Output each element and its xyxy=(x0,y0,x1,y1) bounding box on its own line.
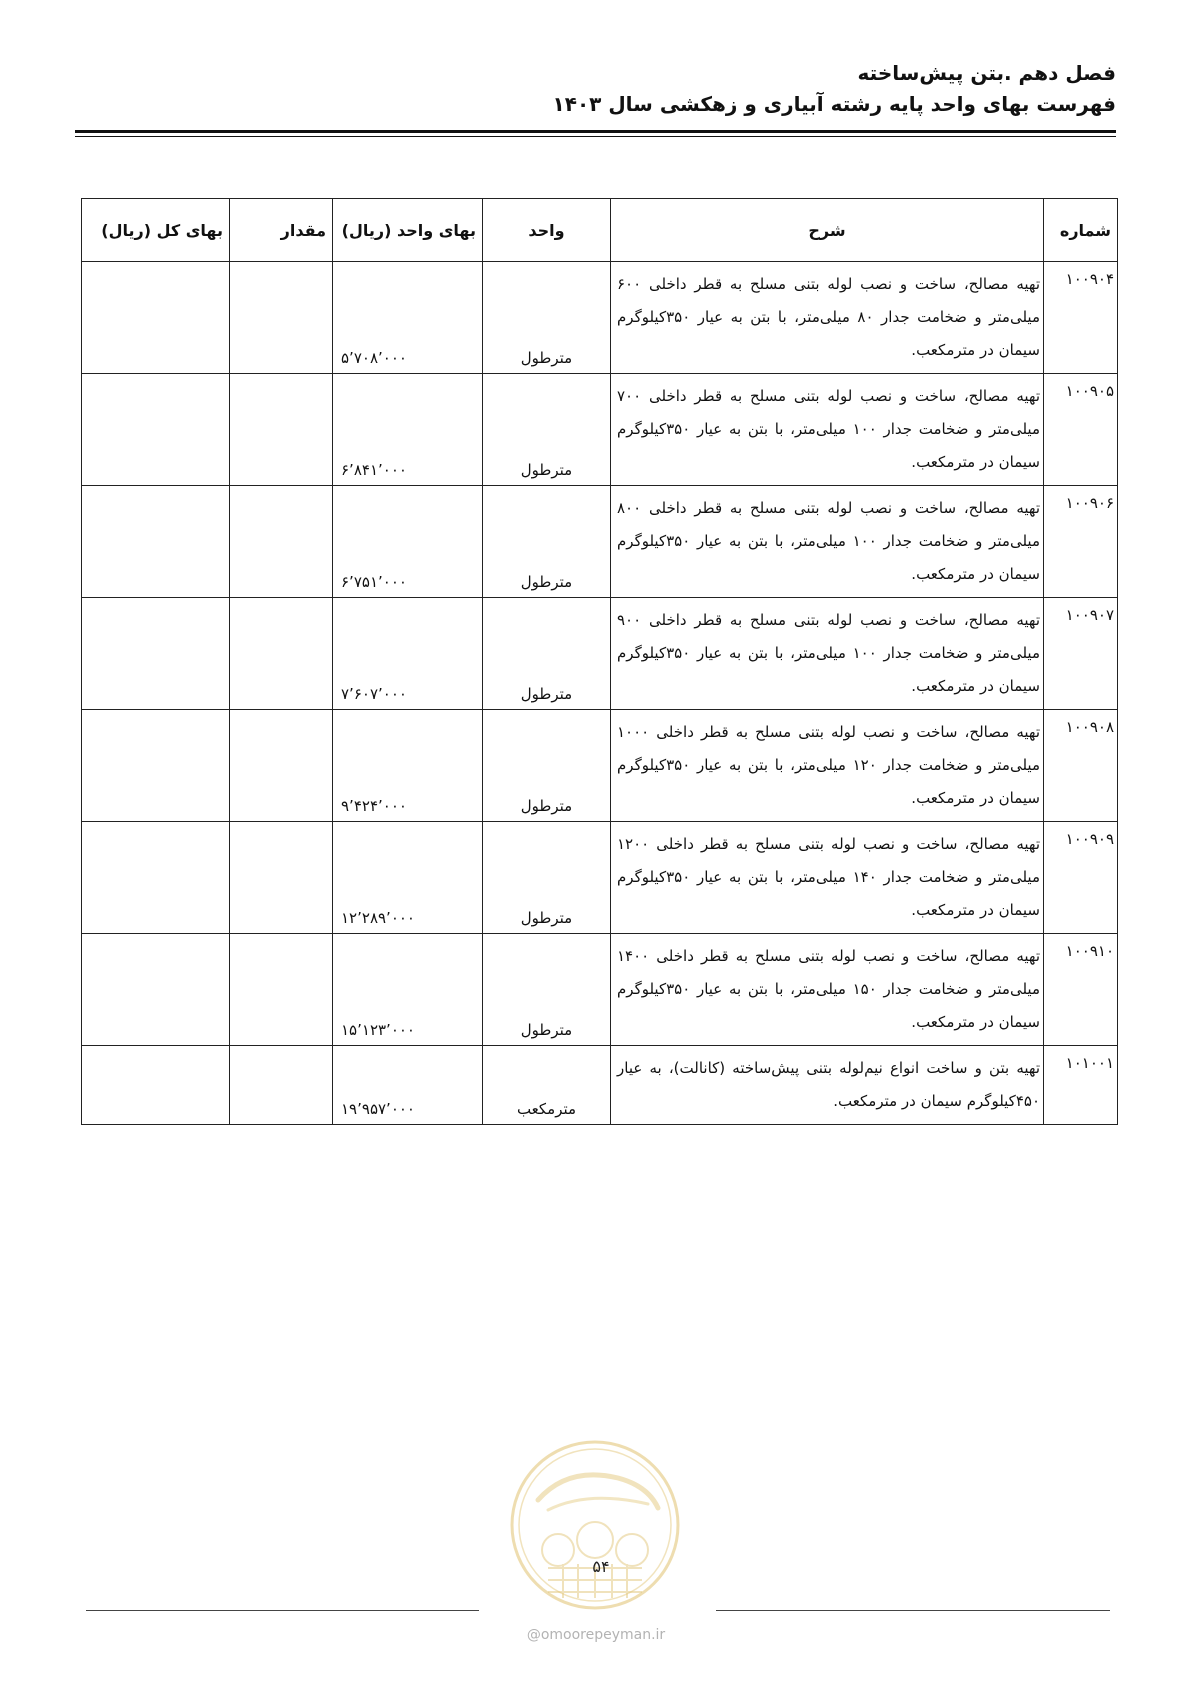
item-total-price xyxy=(82,1046,230,1125)
item-number: ۱۰۱۰۰۱ xyxy=(1044,1046,1118,1125)
item-unit-price: ۱۵٬۱۲۳٬۰۰۰ xyxy=(333,934,483,1046)
table-row xyxy=(82,822,1118,934)
item-number: ۱۰۰۹۰۷ xyxy=(1044,598,1118,710)
seal-logo-icon xyxy=(508,1438,682,1612)
header-total-price: بهای کل (ریال) xyxy=(82,199,230,262)
footer-divider-right xyxy=(716,1610,1110,1611)
item-quantity xyxy=(230,374,333,486)
item-quantity xyxy=(230,486,333,598)
item-total-price xyxy=(82,822,230,934)
item-number: ۱۰۰۹۰۹ xyxy=(1044,822,1118,934)
table-row xyxy=(82,262,1118,374)
item-unit: مترطول xyxy=(483,934,611,1046)
item-unit-price: ۹٬۴۲۴٬۰۰۰ xyxy=(333,710,483,822)
item-description: تهیه مصالح، ساخت و نصب لوله بتنی مسلح به قطر داخلی ۱۴۰۰ میلی‌متر و ضخامت جدار ۱۵۰ میلی‌متر، با بتن به عیار ۳۵۰کیلوگرم سیمان در مترمکعب. xyxy=(611,934,1044,1046)
item-unit: مترطول xyxy=(483,262,611,374)
item-unit: مترطول xyxy=(483,486,611,598)
header-divider-thin xyxy=(75,136,1116,137)
item-description: تهیه مصالح، ساخت و نصب لوله بتنی مسلح به قطر داخلی ۸۰۰ میلی‌متر و ضخامت جدار ۱۰۰ میلی‌متر، با بتن به عیار ۳۵۰کیلوگرم سیمان در مترمکعب. xyxy=(611,486,1044,598)
header-unit: واحد xyxy=(483,199,611,262)
item-total-price xyxy=(82,486,230,598)
header-unit-price: بهای واحد (ریال) xyxy=(333,199,483,262)
item-description: تهیه مصالح، ساخت و نصب لوله بتنی مسلح به قطر داخلی ۷۰۰ میلی‌متر و ضخامت جدار ۱۰۰ میلی‌متر، با بتن به عیار ۳۵۰کیلوگرم سیمان در مترمکعب. xyxy=(611,374,1044,486)
header-number: شماره xyxy=(1044,199,1118,262)
item-unit-price: ۶٬۸۴۱٬۰۰۰ xyxy=(333,374,483,486)
item-total-price xyxy=(82,598,230,710)
item-quantity xyxy=(230,934,333,1046)
item-number: ۱۰۰۹۰۴ xyxy=(1044,262,1118,374)
item-total-price xyxy=(82,710,230,822)
item-quantity xyxy=(230,822,333,934)
page-number: ۵۴ xyxy=(592,1557,610,1576)
item-unit-price: ۶٬۷۵۱٬۰۰۰ xyxy=(333,486,483,598)
item-unit: مترطول xyxy=(483,822,611,934)
item-description: تهیه مصالح، ساخت و نصب لوله بتنی مسلح به قطر داخلی ۱۰۰۰ میلی‌متر و ضخامت جدار ۱۲۰ میلی‌متر، با بتن به عیار ۳۵۰کیلوگرم سیمان در مترمکعب. xyxy=(611,710,1044,822)
item-number: ۱۰۰۹۱۰ xyxy=(1044,934,1118,1046)
item-unit: مترطول xyxy=(483,598,611,710)
header-divider-thick xyxy=(75,130,1116,133)
item-unit-price: ۱۹٬۹۵۷٬۰۰۰ xyxy=(333,1046,483,1125)
watermark-text: @omoorepeyman.ir xyxy=(526,1627,666,1643)
footer-divider-left xyxy=(86,1610,479,1611)
item-total-price xyxy=(82,374,230,486)
table-row xyxy=(82,374,1118,486)
table-row xyxy=(82,934,1118,1046)
item-unit: مترطول xyxy=(483,710,611,822)
item-unit-price: ۵٬۷۰۸٬۰۰۰ xyxy=(333,262,483,374)
item-unit-price: ۷٬۶۰۷٬۰۰۰ xyxy=(333,598,483,710)
item-total-price xyxy=(82,934,230,1046)
item-number: ۱۰۰۹۰۵ xyxy=(1044,374,1118,486)
item-unit: مترمکعب xyxy=(483,1046,611,1125)
chapter-title: فصل دهم .بتن پیش‌ساخته xyxy=(857,61,1116,85)
item-quantity xyxy=(230,262,333,374)
item-quantity xyxy=(230,1046,333,1125)
item-number: ۱۰۰۹۰۶ xyxy=(1044,486,1118,598)
item-total-price xyxy=(82,262,230,374)
price-table xyxy=(81,198,1118,1125)
header-quantity: مقدار xyxy=(230,199,333,262)
table-row xyxy=(82,486,1118,598)
item-description: تهیه مصالح، ساخت و نصب لوله بتنی مسلح به قطر داخلی ۱۲۰۰ میلی‌متر و ضخامت جدار ۱۴۰ میلی‌متر، با بتن به عیار ۳۵۰کیلوگرم سیمان در مترمکعب. xyxy=(611,822,1044,934)
page-header xyxy=(66,58,1116,120)
item-unit: مترطول xyxy=(483,374,611,486)
item-quantity xyxy=(230,710,333,822)
table-row xyxy=(82,710,1118,822)
item-quantity xyxy=(230,598,333,710)
item-description: تهیه مصالح، ساخت و نصب لوله بتنی مسلح به قطر داخلی ۶۰۰ میلی‌متر و ضخامت جدار ۸۰ میلی‌متر، با بتن به عیار ۳۵۰کیلوگرم سیمان در مترمکعب. xyxy=(611,262,1044,374)
table-row xyxy=(82,598,1118,710)
item-description: تهیه مصالح، ساخت و نصب لوله بتنی مسلح به قطر داخلی ۹۰۰ میلی‌متر و ضخامت جدار ۱۰۰ میلی‌متر، با بتن به عیار ۳۵۰کیلوگرم سیمان در مترمکعب. xyxy=(611,598,1044,710)
table-header-row xyxy=(82,199,1118,262)
item-description: تهیه بتن و ساخت انواع نیم‌لوله بتنی پیش‌ساخته (کانالت)، به عیار ۴۵۰کیلوگرم سیمان در مترمکعب. xyxy=(611,1046,1044,1125)
header-description: شرح xyxy=(611,199,1044,262)
table-row xyxy=(82,1046,1118,1125)
item-number: ۱۰۰۹۰۸ xyxy=(1044,710,1118,822)
price-list-title: فهرست بهای واحد پایه رشته آبیاری و زهکشی سال ۱۴۰۳ xyxy=(552,92,1116,116)
item-unit-price: ۱۲٬۲۸۹٬۰۰۰ xyxy=(333,822,483,934)
